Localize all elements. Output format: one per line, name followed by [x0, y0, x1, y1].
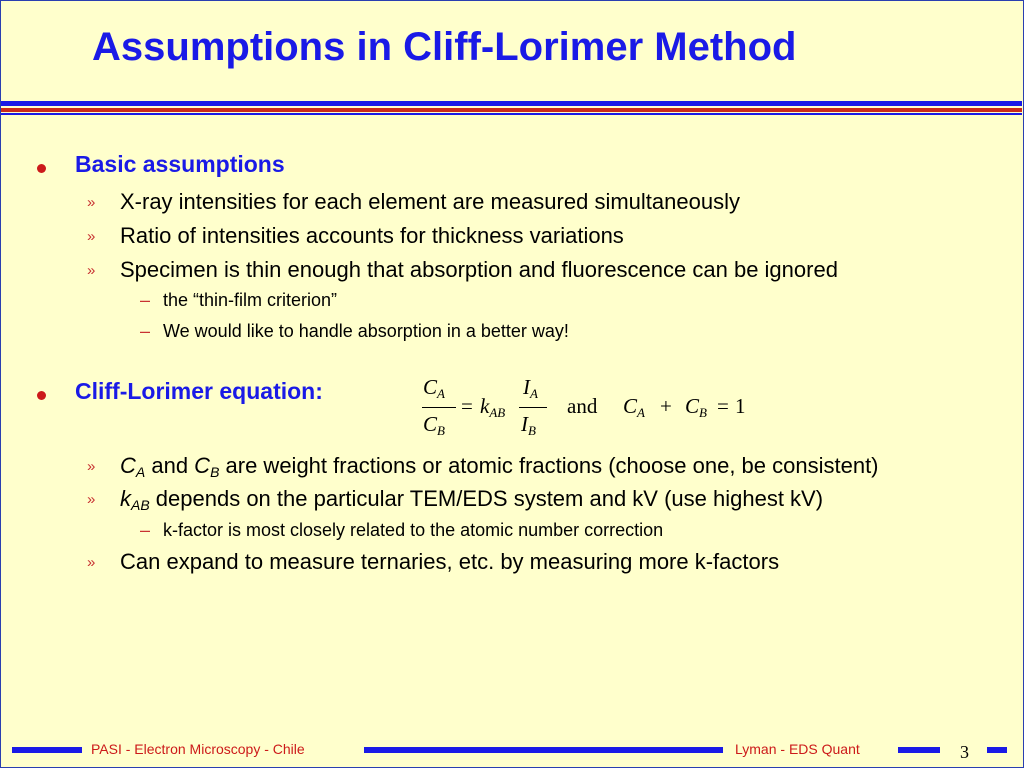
eq-numerator-right: IA — [523, 375, 538, 401]
eq-sum-b: CB — [685, 394, 707, 420]
dash-marker-icon: – — [140, 321, 151, 341]
eq-sum-a: CA — [623, 394, 645, 420]
raquo-marker-icon: » — [87, 554, 96, 571]
footer-rule — [898, 747, 940, 753]
list-item: Ratio of intensities accounts for thickness variations — [120, 223, 624, 248]
list-subitem: the “thin-film criterion” — [163, 290, 338, 310]
cliff-lorimer-equation — [415, 372, 775, 447]
eq-sum-equals: = — [717, 394, 729, 418]
eq-sum-value: 1 — [735, 394, 746, 418]
header-rule-blue — [1, 101, 1022, 106]
bullet-dot-icon — [37, 164, 46, 173]
eq-equals: = — [461, 394, 473, 418]
header-rule-blue-thin — [1, 113, 1022, 115]
page-number: 3 — [960, 742, 969, 762]
fraction-line-left — [422, 407, 456, 408]
heading-cliff-lorimer-equation: Cliff-Lorimer equation: — [75, 378, 323, 404]
raquo-marker-icon: » — [87, 491, 96, 508]
bullet-dot-icon — [37, 391, 46, 400]
dash-marker-icon: – — [140, 290, 151, 310]
footer-rule — [987, 747, 1007, 753]
eq-and: and — [567, 394, 598, 418]
header-rule-red — [1, 108, 1022, 112]
footer-right-text: Lyman - EDS Quant — [735, 741, 860, 757]
list-item: Can expand to measure ternaries, etc. by measuring more k-factors — [120, 549, 780, 574]
fraction-line-right — [519, 407, 547, 408]
footer-left-text: PASI - Electron Microscopy - Chile — [91, 741, 305, 757]
dash-marker-icon: – — [140, 520, 151, 540]
eq-numerator-left: CA — [423, 375, 445, 401]
slide-title: Assumptions in Cliff-Lorimer Method — [92, 25, 797, 69]
eq-k-factor: kAB — [480, 394, 506, 420]
raquo-marker-icon: » — [87, 458, 96, 475]
list-item: $C_A$ and $C_B$ are weight fractions or atomic fractions (choose one, be consistent) — [120, 453, 879, 480]
raquo-marker-icon: » — [87, 262, 96, 279]
footer-rule — [12, 747, 82, 753]
list-subitem: k-factor is most closely related to the atomic number correction — [163, 520, 664, 540]
list-item: $k_{AB}$ depends on the particular TEM/EDS system and kV (use highest kV) — [120, 486, 824, 513]
footer-rule — [364, 747, 723, 753]
eq-plus: + — [660, 394, 672, 418]
raquo-marker-icon: » — [87, 194, 96, 211]
heading-basic-assumptions: Basic assumptions — [75, 151, 285, 177]
list-item: X-ray intensities for each element are measured simultaneously — [120, 189, 740, 214]
raquo-marker-icon: » — [87, 228, 96, 245]
eq-denominator-left: CB — [423, 412, 445, 438]
list-subitem: We would like to handle absorption in a better way! — [163, 321, 569, 341]
eq-denominator-right: IB — [521, 412, 536, 438]
list-item: Specimen is thin enough that absorption and fluorescence can be ignored — [120, 257, 838, 282]
